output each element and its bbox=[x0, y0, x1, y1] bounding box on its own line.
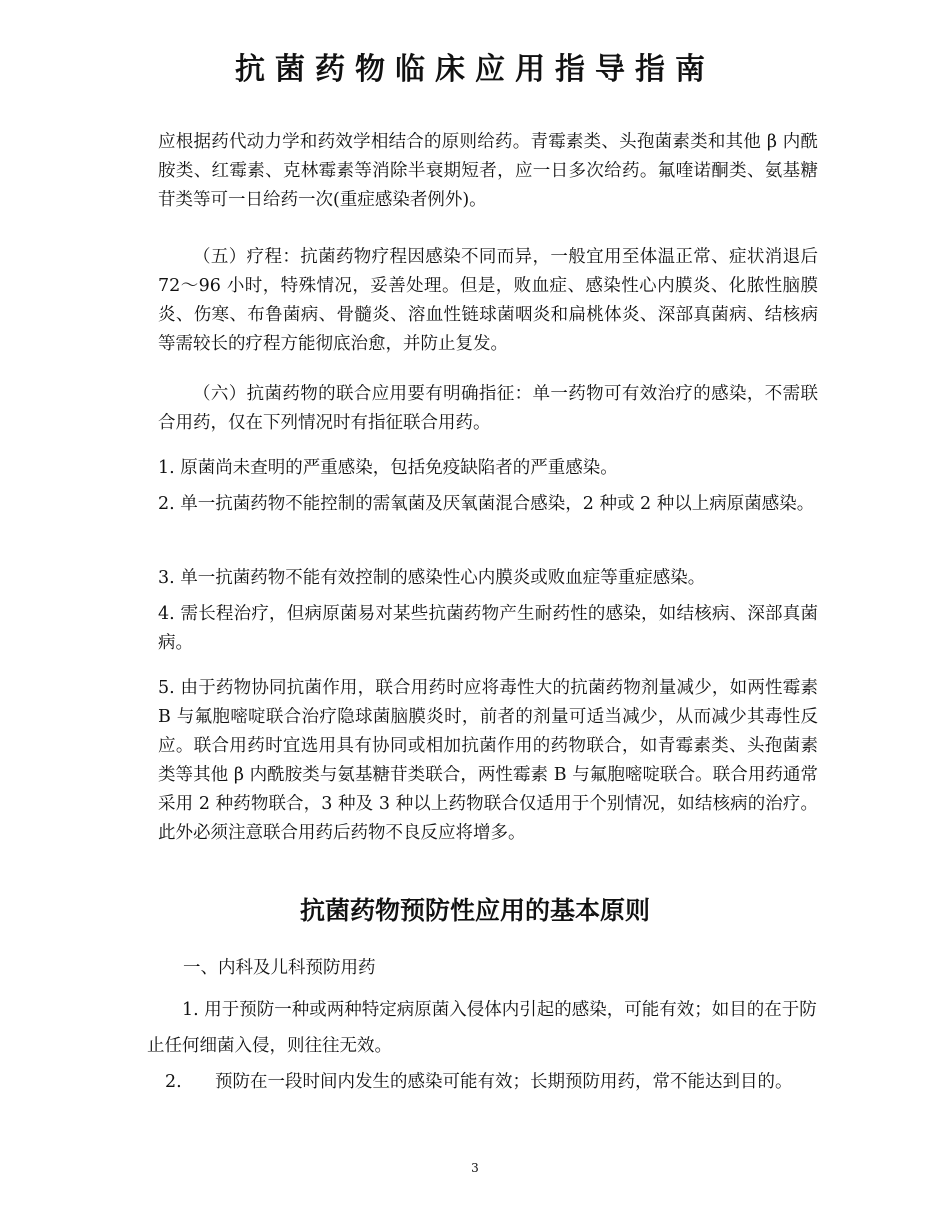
list-item: 5. 由于药物协同抗菌作用，联合用药时应将毒性大的抗菌药物剂量减少，如两性霉素 B 与氟胞嘧啶联合治疗隐球菌脑膜炎时，前者的剂量可适当减少，从而减少其毒性反应。联合用药时宜选用具有协同或相加抗菌作用的药物联合，如青霉素类、头孢菌素类等其他 β 内酰胺类与氨基糖苷类联合，两性霉素 B 与氟胞嘧啶联合。联合用药通常采用 2 种药物联合，3 种及 3 种以上药物联合仅适用于个别情况，如结核病的治疗。此外必须注意联合用药后药物不良反应将增多。 bbox=[158, 678, 818, 843]
document-title: 抗菌药物临床应用指导指南 bbox=[235, 52, 715, 87]
rule-item-2-text: 预防在一段时间内发生的感染可能有效；长期预防用药，常不能达到目的。 bbox=[215, 1072, 793, 1092]
section-subheading: 一、内科及儿科预防用药 bbox=[183, 958, 376, 978]
paragraph-dosing: 应根据药代动力学和药效学相结合的原则给药。青霉素类、头孢菌素类和其他 β 内酰胺类、红霉素、克林霉素等消除半衰期短者，应一日多次给药。氟喹诺酮类、氨基糖苷类等可一日给药一次(重症感染者例外)。 bbox=[158, 132, 818, 210]
list-item: 2. 单一抗菌药物不能控制的需氧菌及厌氧菌混合感染，2 种或 2 种以上病原菌感染。 bbox=[158, 494, 815, 514]
page-number: 3 bbox=[471, 1161, 479, 1175]
list-item: 4. 需长程治疗，但病原菌易对某些抗菌药物产生耐药性的感染，如结核病、深部真菌病。 bbox=[158, 604, 818, 653]
paragraph-combination: （六）抗菌药物的联合应用要有明确指征：单一药物可有效治疗的感染，不需联合用药，仅在下列情况时有指征联合用药。 bbox=[158, 384, 818, 433]
list-item: 1. 原菌尚未查明的严重感染，包括免疫缺陷者的严重感染。 bbox=[158, 458, 618, 478]
rule-item-1: 1. 用于预防一种或两种特定病原菌入侵体内引起的感染，可能有效；如目的在于防止任何细菌入侵，则往往无效。 bbox=[147, 1000, 817, 1056]
paragraph-duration: （五）疗程：抗菌药物疗程因感染不同而异，一般宜用至体温正常、症状消退后 72～96 小时，特殊情况，妥善处理。但是，败血症、感染性心内膜炎、化脓性脑膜炎、伤寒、布鲁菌病、骨髓炎、溶血性链球菌咽炎和扁桃体炎、深部真菌病、结核病等需较长的疗程方能彻底治愈，并防止复发。 bbox=[158, 247, 818, 354]
rule-item-2 bbox=[165, 1064, 825, 1100]
rule-item-2-number: 2. bbox=[165, 1072, 182, 1092]
list-item: 3. 单一抗菌药物不能有效控制的感染性心内膜炎或败血症等重症感染。 bbox=[158, 568, 706, 588]
section-title: 抗菌药物预防性应用的基本原则 bbox=[299, 896, 650, 925]
